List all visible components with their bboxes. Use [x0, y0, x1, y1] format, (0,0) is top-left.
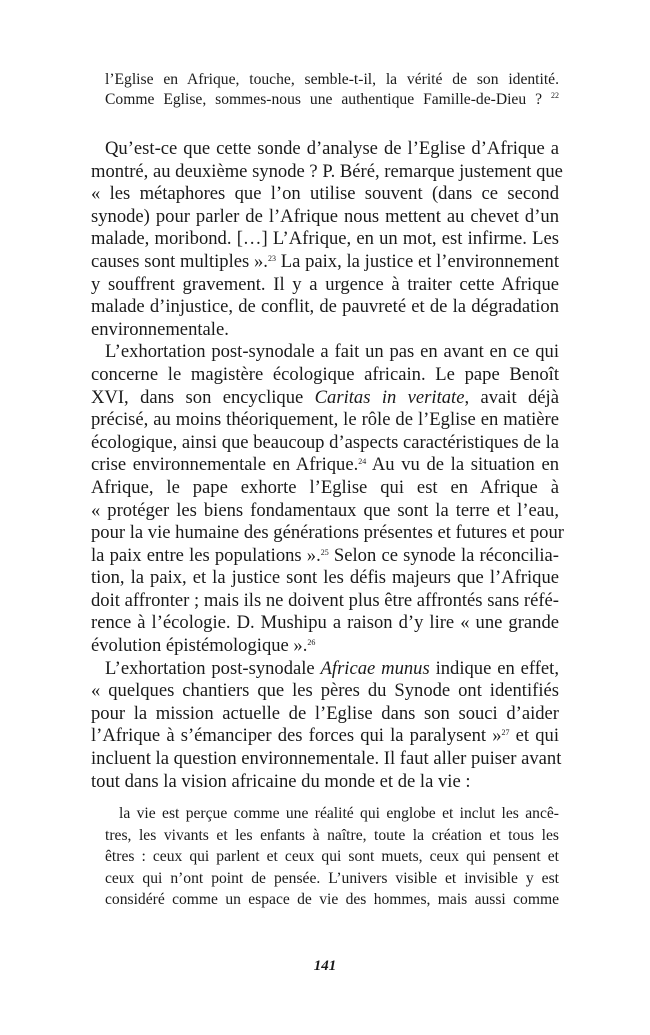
- quote-line: Comme Eglise, sommes-nous une authentique Famille-de-Dieu ? $^{22}$: [105, 90, 559, 108]
- footnote-ref: 26: [307, 638, 316, 648]
- paragraph-line: malade, moribond. […] L’Afrique, en un mot, est infirme. Les: [91, 228, 559, 250]
- paragraph-line: y souffrent gravement. Il y a urgence à traiter cette Afrique: [91, 273, 559, 295]
- paragraph-line: la paix entre les populations ».$^{25}$ Selon ce synode la réconcilia-: [91, 544, 560, 566]
- paragraph-line: pour la mission actuelle de l’Eglise dans son souci d’aider: [91, 702, 559, 724]
- quote-line: tres, les vivants et les enfants à naître, toute la création et tous les: [105, 826, 559, 844]
- paragraph-line: crise environnementale en Afrique.$^{24}$ Au vu de la situation en: [91, 454, 559, 476]
- page-number: 141: [313, 958, 337, 974]
- paragraph-line: causes sont multiples ».$^{23}$ La paix, la justice et l’environnement: [91, 250, 560, 272]
- paragraph-line: L’exhortation post-synodale a fait un pas en avant en ce qui: [105, 341, 559, 363]
- block-quotation: [105, 803, 559, 911]
- footnote-ref: 25: [320, 547, 329, 557]
- paragraph-line: concerne le magistère écologique africain. Le pape Benoît: [91, 363, 559, 385]
- quote-line: la vie est perçue comme une réalité qui englobe et inclut les ancê-: [119, 805, 559, 822]
- paragraph-line: pour la vie humaine des générations présentes et futures et pour: [91, 522, 564, 544]
- paragraph-line: tout dans la vision africaine du monde et de la vie :: [91, 770, 471, 792]
- body-text: [91, 138, 564, 793]
- paragraph-line: tion, la paix, et la justice sont les défis majeurs que l’Afrique: [91, 567, 559, 589]
- paragraph-line: rence à l’écologie. D. Mushipu a raison d’y lire « une grande: [91, 612, 559, 634]
- footnote-ref: 23: [267, 253, 276, 263]
- quote-line: êtres : ceux qui parlent et ceux qui sont muets, ceux qui pensent et: [105, 848, 559, 865]
- paragraph-line: environnementale.: [91, 318, 229, 340]
- quote-line: ceux qui n’ont point de pensée. L’univers visible et invisible y est: [105, 869, 559, 887]
- footnote-ref: 27: [501, 728, 510, 738]
- paragraph-line: évolution épistémologique ».$^{26}$: [91, 635, 316, 657]
- paragraph-line: XVI, dans son encyclique Caritas in veritate, avait déjà: [91, 386, 559, 408]
- quote-line: l’Eglise en Afrique, touche, semble-t-il, la vérité de son identité.: [105, 71, 559, 88]
- paragraph-line: synode) pour parler de l’Afrique nous mettent au chevet d’un: [91, 205, 559, 227]
- footnote-ref: 24: [358, 457, 367, 467]
- paragraph-line: Qu’est-ce que cette sonde d’analyse de l’Eglise d’Afrique a: [105, 138, 559, 159]
- quote-line: considéré comme un espace de vie des hommes, mais aussi comme: [105, 891, 559, 908]
- paragraph-line: « les métaphores que l’on utilise souvent (dans ce second: [91, 183, 559, 205]
- top-quotation: [91, 70, 559, 109]
- paragraph-line: l’Afrique à s’émanciper des forces qui la paralysent »$^{27}$ et qui: [91, 725, 559, 747]
- encyclical-title: Caritas in veritate: [314, 386, 465, 408]
- paragraph-line: montré, au deuxième synode ? P. Béré, remarque justement que: [91, 160, 563, 182]
- paragraph-line: L’exhortation post-synodale Africae munus indique en effet,: [105, 657, 559, 679]
- exhortation-title: Africae munus: [320, 657, 430, 679]
- paragraph-line: malade d’injustice, de conflit, de pauvreté et de la dégradation: [91, 296, 559, 318]
- paragraph-line: doit affronter ; mais ils ne doivent plus être affrontés sans réfé-: [91, 589, 559, 611]
- paragraph-line: écologique, ainsi que beaucoup d’aspects caractéristiques de la: [91, 431, 559, 453]
- footnote-ref: 22: [551, 90, 559, 100]
- paragraph-line: Afrique, le pape exhorte l’Eglise qui est en Afrique à: [91, 476, 559, 498]
- paragraph-line: « quelques chantiers que les pères du Synode ont identifiés: [91, 680, 559, 702]
- paragraph-line: précisé, au moins théoriquement, le rôle de l’Eglise en matière: [91, 409, 559, 431]
- paragraph-line: « protéger les biens fondamentaux que sont la terre et l’eau,: [91, 499, 559, 521]
- paragraph-line: incluent la question environnementale. Il faut aller puiser avant: [91, 748, 562, 770]
